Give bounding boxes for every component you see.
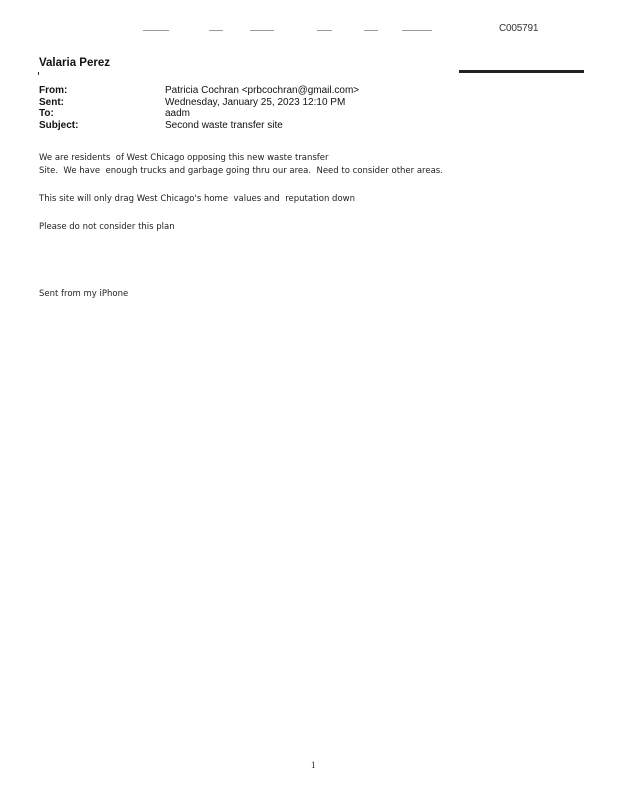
from-value: Patricia Cochran <prbcochran@gmail.com> xyxy=(165,85,360,96)
sender-name: Valaria Perez xyxy=(39,57,110,69)
page-number: 1 xyxy=(311,760,316,770)
subject-row xyxy=(39,120,359,132)
body-paragraph-3: Please do not consider this plan xyxy=(39,222,175,232)
to-value: aadm xyxy=(165,108,191,119)
redacted-header-line xyxy=(140,30,440,34)
email-signature: Sent from my iPhone xyxy=(39,289,129,299)
from-label: From: xyxy=(39,85,68,96)
body-paragraph-2: This site will only drag West Chicago's home values and reputation down xyxy=(39,194,355,204)
name-tick-mark xyxy=(38,72,39,75)
to-label: To: xyxy=(39,108,54,119)
sent-value: Wednesday, January 25, 2023 12:10 PM xyxy=(165,96,346,108)
subject-value: Second waste transfer site xyxy=(165,119,283,131)
email-body xyxy=(39,152,479,301)
to-row xyxy=(39,108,359,120)
body-paragraph-1-line-1: We are residents of West Chicago opposing this new waste transfer xyxy=(39,153,329,163)
document-id: C005791 xyxy=(499,23,539,34)
body-paragraph-1-line-2: Site. We have enough trucks and garbage going thru our area. Need to consider other areas. xyxy=(39,166,443,176)
subject-label: Subject: xyxy=(39,119,79,131)
sent-row xyxy=(39,97,359,109)
from-row xyxy=(39,85,359,97)
sent-label: Sent: xyxy=(39,96,64,108)
header-rule xyxy=(459,70,584,73)
email-header xyxy=(39,85,359,131)
